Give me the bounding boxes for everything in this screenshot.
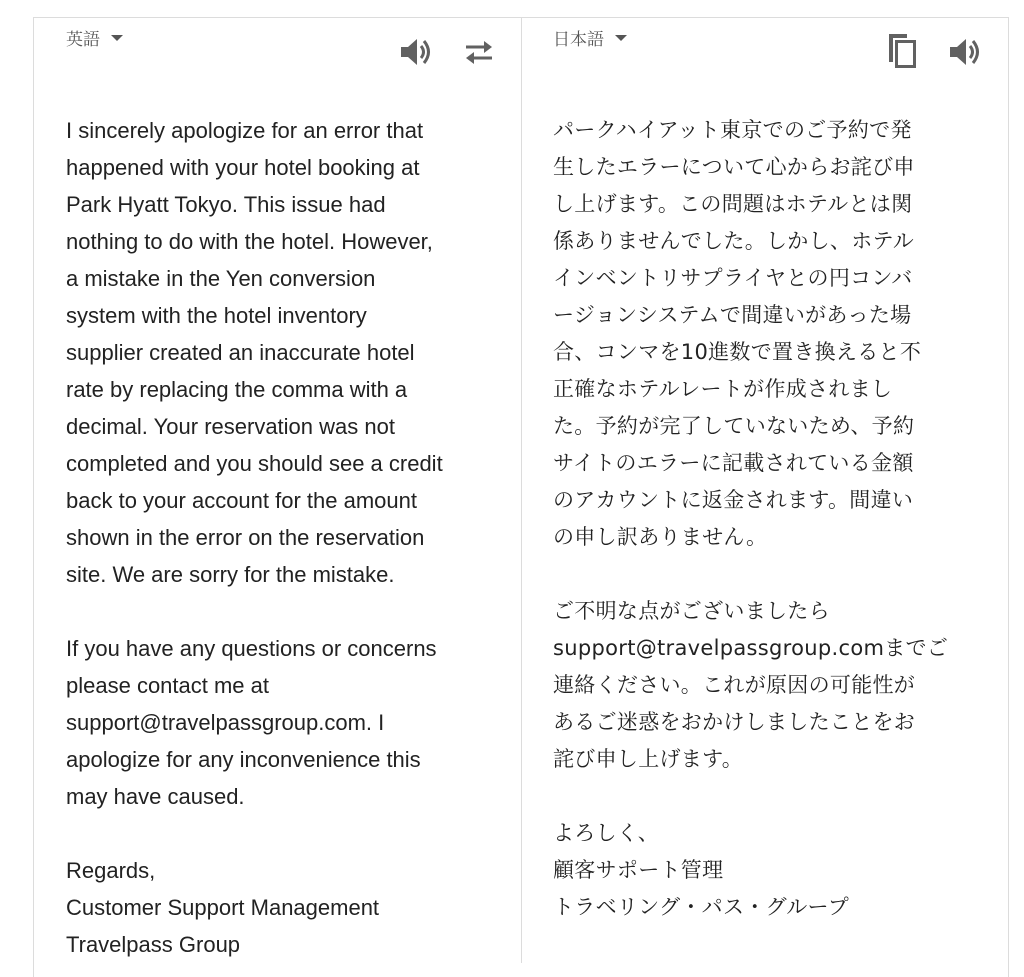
- panel-divider: [521, 18, 522, 963]
- chevron-down-icon: [111, 35, 123, 41]
- source-language-selector[interactable]: [66, 26, 123, 48]
- target-language-label: 日本語: [553, 29, 604, 49]
- speaker-icon: [399, 37, 433, 67]
- copy-icon: [885, 32, 919, 70]
- speaker-icon: [948, 37, 982, 67]
- swap-languages-button[interactable]: [462, 37, 496, 67]
- source-text[interactable]: I sincerely apologize for an error that happened with your hotel booking at Park Hyatt Tokyo. This issue had nothing to do with the hotel. However, a mistake in the Yen conversion system with the hotel inventory supplier created an inaccurate hotel rate by replacing the comma with a decimal. Your reservation was not completed and you should see a credit back to your account for the amount shown in the error on the reservation site. We are sorry for the mistake. If you have any questions or concerns please contact me at support@travelpassgroup.com. I apologize for any inconvenience this may have caused. Regards, Customer Support Management Travelpass Group: [66, 118, 443, 957]
- chevron-down-icon: [615, 35, 627, 41]
- swap-arrows-icon: [462, 37, 496, 67]
- translated-text: パークハイアット東京でのご予約で発 生したエラーについて心からお詫び申 し上げます。この問題はホテルとは関 係ありませんでした。しかし、ホテル インベントリサプライヤとの円コンバ ージョンシステムで間違いがあった場 合、コンマを10進数で置き換えると不 正確なホテルレートが作成されまし た。予約が完了していないため、予約 サイトのエラーに記載されている金額 のアカウントに返金されます。間違い の申し訳ありません。 ご不明な点がございましたら support@travelpassgroup.comまでご 連絡ください。これが原因の可能性が あるご迷惑をおかけしましたことをお 詫び申し上げます。 よろしく、 顧客サポート管理 トラベリング・パス・グループ: [553, 118, 949, 919]
- source-listen-button[interactable]: [399, 37, 433, 67]
- target-language-selector[interactable]: [553, 26, 627, 48]
- source-language-label: 英語: [66, 29, 100, 49]
- copy-translation-button[interactable]: [885, 32, 919, 70]
- target-listen-button[interactable]: [948, 37, 982, 67]
